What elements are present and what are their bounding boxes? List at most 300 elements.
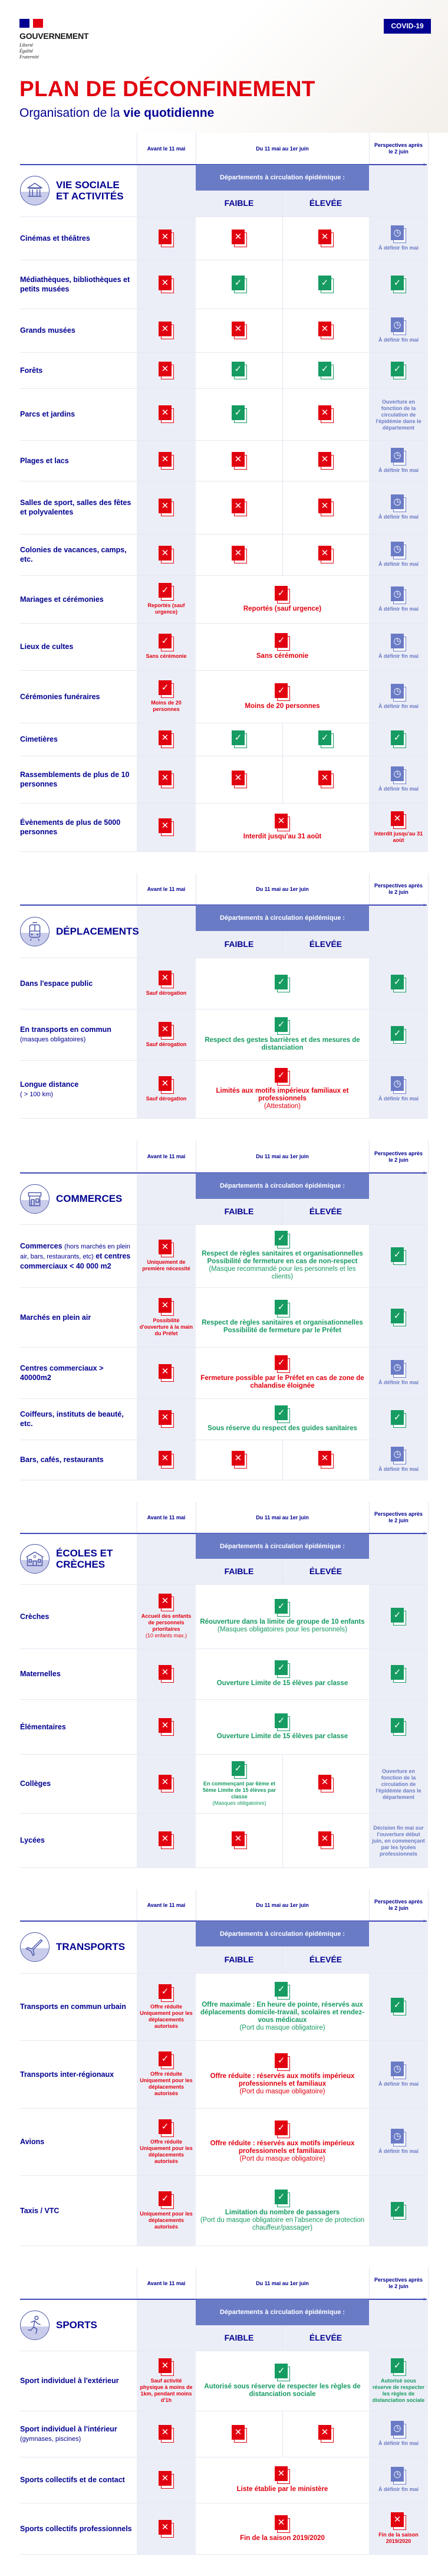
table-cell [371, 1813, 426, 1867]
table-cell [198, 1648, 367, 1699]
check-icon: ✓ [391, 1410, 406, 1428]
table-cell [198, 1754, 281, 1813]
cross-icon: ✕ [275, 2466, 290, 2484]
table-cell [371, 2108, 426, 2175]
table-cell [198, 440, 281, 481]
table-cell [371, 575, 426, 623]
cross-icon: ✕ [232, 499, 247, 516]
table-cell [139, 1009, 193, 1060]
arrow-right-icon: › [423, 1918, 426, 1925]
check-icon: ✓ [318, 730, 334, 748]
row-divider [20, 851, 428, 852]
table-row-label [20, 440, 135, 481]
cross-icon: ✕ [232, 2425, 247, 2443]
cell-note: Offre réduite : réservés aux motifs impérieux professionnels et familiaux (Port du masque obligatoire) [210, 2072, 355, 2095]
period-during: Du 11 mai au 1er juin [256, 1902, 309, 1908]
row-label-text: Rassemblements de plus de 10 personnes [20, 771, 130, 788]
column-divider [282, 1754, 283, 1813]
level-low: FAIBLE [224, 2332, 254, 2342]
table-cell [198, 803, 367, 851]
table-cell [198, 481, 281, 534]
table-row-label [20, 1287, 135, 1347]
table-cell [371, 217, 426, 260]
check-restricted-icon: ✓ [159, 634, 174, 651]
table-cell [198, 534, 281, 575]
cross-icon: ✕ [159, 2425, 174, 2443]
check-restricted-icon: ✓ [159, 583, 174, 601]
cell-note: Fin de la saison 2019/2020 [378, 2532, 419, 2544]
table-cell [285, 534, 367, 575]
table-cell [198, 309, 281, 352]
cell-note: Moins de 20 personnes [245, 702, 320, 710]
cell-note: À définir fin mai [378, 561, 419, 567]
table-cell [198, 723, 281, 756]
cell-note: Fin de la saison 2019/2020 [240, 2534, 325, 2542]
check-icon: ✓ [391, 1026, 406, 1044]
government-logo-text: GOUVERNEMENT [19, 31, 89, 41]
check-restricted-icon: ✓ [275, 2121, 290, 2138]
check-restricted-icon: ✓ [159, 2191, 174, 2209]
table-cell [198, 388, 281, 440]
table-row-label [20, 352, 135, 388]
cross-icon: ✕ [159, 771, 174, 788]
cell-note: Ouverture Limite de 15 élèves par classe [216, 1732, 348, 1740]
motto-line: Fraternité [19, 54, 39, 60]
table-cell [198, 2457, 367, 2503]
level-high: ÉLEVÉE [309, 198, 342, 208]
table-row-label [20, 1699, 135, 1754]
cell-subnote: (10 enfants max.) [145, 1633, 187, 1638]
table-row-label [20, 388, 135, 440]
period-after: Perspectives après le 2 juin [374, 2277, 423, 2289]
table-row-label [20, 534, 135, 575]
cross-icon: ✕ [159, 362, 174, 379]
table-cell [371, 670, 426, 723]
table-cell [285, 1754, 367, 1813]
check-restricted-icon: ✓ [275, 633, 290, 651]
check-restricted-icon: ✓ [159, 2119, 174, 2137]
table-cell [371, 440, 426, 481]
cell-subnote: (Masque recommandé pour les personnels et les clients) [209, 1266, 356, 1280]
table-cell [198, 958, 367, 1009]
cross-icon: ✕ [159, 322, 174, 339]
cell-note: Possibilité d'ouverture à la main du Préfet [139, 1317, 193, 1336]
table-cell [371, 1699, 426, 1754]
table-cell [139, 481, 193, 534]
arrow-right-icon: › [423, 161, 426, 168]
table-cell [371, 2411, 426, 2457]
school-icon [20, 1544, 50, 1574]
table-cell [371, 1347, 426, 1398]
level-high: ÉLEVÉE [309, 1206, 342, 1216]
row-label-text: Transports inter-régionaux [20, 2070, 114, 2079]
table-cell [139, 1287, 193, 1347]
clock-icon: ◷ [391, 542, 406, 559]
cross-icon: ✕ [232, 1831, 247, 1849]
level-low: FAIBLE [224, 198, 254, 208]
check-icon: ✓ [391, 1998, 406, 2015]
column-divider [282, 1440, 283, 1480]
check-restricted-icon: ✓ [275, 1355, 290, 1373]
table-cell [139, 2351, 193, 2411]
period-before: Avant le 11 mai [147, 2280, 186, 2286]
row-sublabel: (masques obligatoires) [20, 1036, 86, 1043]
table-cell [198, 1699, 367, 1754]
page-subtitle [19, 106, 214, 120]
check-icon: ✓ [232, 1761, 247, 1779]
cell-note: Sauf dérogation [146, 1041, 187, 1047]
table-cell [139, 2411, 193, 2457]
cell-note: Offre réduite Uniquement pour les déplacements autorisés [140, 2138, 193, 2164]
cross-icon: ✕ [159, 1718, 174, 1736]
row-label-text: Sport individuel à l'extérieur [20, 2377, 119, 2385]
cell-note: À définir fin mai [378, 703, 419, 709]
cell-note: À définir fin mai [378, 2486, 419, 2492]
table-cell [371, 803, 426, 851]
column-divider [282, 481, 283, 534]
table-row-label [20, 1813, 135, 1867]
cell-note: Interdit jusqu'au 31 août [243, 833, 322, 840]
table-cell [198, 1813, 281, 1867]
column-divider [282, 534, 283, 575]
table-cell [139, 1754, 193, 1813]
table-cell [198, 2108, 367, 2175]
cell-note: Ouverture en fonction de la circulation de l'épidémie dans le département [375, 1768, 421, 1800]
column-divider [282, 217, 283, 260]
cross-icon: ✕ [318, 1831, 334, 1849]
column-divider [282, 440, 283, 481]
cell-subnote: (Port du masque obligatoire en l'absence de protection chauffeur/passager) [200, 2216, 365, 2231]
table-cell [139, 534, 193, 575]
clock-icon: ◷ [391, 2467, 406, 2485]
row-label-text: Cimetières [20, 735, 58, 743]
row-label-text: Dans l'espace public [20, 979, 93, 988]
check-restricted-icon: ✓ [275, 1068, 290, 1086]
table-cell [198, 1009, 367, 1060]
row-label-text: Colonies de vacances, camps, etc. [20, 546, 127, 563]
table-cell [139, 1347, 193, 1398]
table-row-label [20, 2040, 135, 2108]
column-divider [282, 1813, 283, 1867]
section-title: DÉPLACEMENTS [56, 925, 139, 937]
column-divider [428, 2267, 429, 2299]
motto-line: Liberté [19, 42, 34, 48]
row-sublabel: (hors marchés en plein air, bars, restaurants, etc) [20, 1243, 130, 1260]
row-label-text: Coiffeurs, instituts de beauté, etc. [20, 1410, 124, 1428]
cell-note: Offre réduite : réservés aux motifs impérieux professionnels et familiaux (Port du masque obligatoire) [210, 2140, 355, 2162]
table-cell [198, 756, 281, 803]
cross-icon: ✕ [232, 452, 247, 470]
table-cell [285, 2411, 367, 2457]
check-restricted-icon: ✓ [275, 2053, 290, 2071]
check-icon: ✓ [275, 2190, 290, 2207]
cell-subnote: (Masques obligatoires pour les personnels) [218, 1626, 347, 1633]
column-divider [369, 2267, 370, 2299]
column-divider [282, 352, 283, 388]
period-after: Perspectives après le 2 juin [374, 883, 423, 895]
cell-note: Respect des gestes barrières et des mesures de distanciation [205, 1037, 360, 1051]
row-label-text: Taxis / VTC [20, 2206, 60, 2215]
table-cell [139, 803, 193, 851]
table-cell [198, 2503, 367, 2554]
motto [19, 42, 39, 60]
table-cell [198, 1398, 367, 1440]
section-title: COMMERCES [56, 1192, 123, 1204]
table-cell [139, 756, 193, 803]
table-cell [371, 2351, 426, 2411]
cell-note: Uniquement pour les déplacements autorisés [140, 2210, 193, 2230]
check-icon: ✓ [275, 2364, 290, 2381]
level-low: FAIBLE [224, 1206, 254, 1216]
table-row-label [20, 2351, 135, 2411]
column-divider [369, 1502, 370, 1533]
table-cell [139, 2503, 193, 2554]
check-icon: ✓ [318, 276, 334, 293]
cross-icon: ✕ [159, 1022, 174, 1040]
cross-icon: ✕ [159, 276, 174, 293]
row-label-text: Marchés en plein air [20, 1313, 91, 1322]
table-cell [198, 2175, 367, 2246]
check-icon: ✓ [391, 362, 406, 379]
cell-note: Sans cérémonie [146, 653, 187, 659]
clock-icon: ◷ [391, 2421, 406, 2439]
cross-icon: ✕ [159, 1665, 174, 1683]
table-cell [139, 1584, 193, 1648]
cell-subnote: (Attestation) [264, 1103, 301, 1110]
row-label-text: Médiathèques, bibliothèques et petits musées [20, 275, 130, 293]
check-restricted-icon: ✓ [159, 2051, 174, 2069]
check-icon: ✓ [391, 1665, 406, 1683]
cross-icon: ✕ [318, 546, 334, 563]
table-row-label [20, 670, 135, 723]
table-cell [371, 1973, 426, 2040]
row-label-text: Élémentaires [20, 1722, 66, 1731]
cell-subnote: (Port du masque obligatoire) [239, 2155, 325, 2162]
cell-note: Uniquement de première nécessité [142, 1259, 190, 1271]
table-cell [139, 1973, 193, 2040]
cross-icon: ✕ [318, 322, 334, 339]
cell-note: À définir fin mai [378, 2148, 419, 2154]
table-cell [371, 481, 426, 534]
row-label-text: Grands musées [20, 326, 75, 335]
table-cell [198, 352, 281, 388]
row-label-text: Sports collectifs professionnels [20, 2524, 132, 2533]
cell-note: Reportés (sauf urgence) [243, 605, 322, 612]
motto-line: Égalité [19, 48, 34, 54]
shop-icon [20, 1184, 50, 1214]
period-before: Avant le 11 mai [147, 145, 186, 152]
subtitle-prefix: Organisation de la [19, 106, 124, 120]
cross-icon: ✕ [275, 2515, 290, 2533]
cross-icon: ✕ [159, 1240, 174, 1257]
check-icon: ✓ [232, 276, 247, 293]
check-icon: ✓ [275, 1231, 290, 1248]
column-divider [282, 388, 283, 440]
cell-subnote: (Port du masque obligatoire) [239, 2024, 325, 2031]
table-cell [371, 1440, 426, 1480]
section-title: TRANSPORTS [56, 1941, 126, 1952]
cross-icon: ✕ [159, 2358, 174, 2376]
table-cell [139, 1060, 193, 1118]
cross-icon: ✕ [318, 771, 334, 788]
table-row-label [20, 2175, 135, 2246]
cell-note: À définir fin mai [378, 1379, 419, 1385]
level-high: ÉLEVÉE [309, 2332, 342, 2342]
row-label-text: Évènements de plus de 5000 personnes [20, 818, 121, 836]
table-cell [198, 1224, 367, 1287]
epidemic-banner: Départements à circulation épidémique : [196, 165, 369, 191]
row-label-text: Longue distance [20, 1080, 79, 1089]
section-title: ÉCOLES ET CRÈCHES [56, 1548, 113, 1570]
arrow-right-icon: › [423, 1169, 426, 1176]
row-label-text: Lycées [20, 1836, 45, 1844]
cell-note: Décision fin mai sur l'ouverture début juin, en commençant par les lycées professionnels [372, 1825, 425, 1857]
check-icon: ✓ [391, 2358, 406, 2376]
table-row-label [20, 1584, 135, 1648]
table-cell [371, 309, 426, 352]
table-cell [371, 1398, 426, 1440]
row-label-text: Sport individuel à l'intérieur [20, 2424, 117, 2433]
cross-icon: ✕ [159, 1298, 174, 1316]
epidemic-banner: Départements à circulation épidémique : [196, 1533, 369, 1559]
row-label-text: Maternelles [20, 1670, 61, 1678]
table-row-label [20, 1648, 135, 1699]
table-cell [139, 2040, 193, 2108]
table-cell [371, 723, 426, 756]
cell-note: À définir fin mai [378, 2080, 419, 2087]
table-row-label [20, 1440, 135, 1480]
column-divider [428, 1140, 429, 1173]
check-icon: ✓ [391, 276, 406, 293]
row-label-text: Collèges [20, 1779, 51, 1788]
table-cell [285, 309, 367, 352]
cross-icon: ✕ [391, 2512, 406, 2530]
table-cell [371, 1648, 426, 1699]
cross-icon: ✕ [159, 1451, 174, 1469]
check-icon: ✓ [391, 975, 406, 992]
check-icon: ✓ [232, 405, 247, 423]
cell-note: À définir fin mai [378, 514, 419, 520]
cell-note: Autorisé sous réserve de respecter les règles de distanciation sociale [372, 2377, 425, 2403]
row-divider [20, 2554, 428, 2555]
cross-icon: ✕ [232, 1451, 247, 1469]
clock-icon: ◷ [391, 317, 406, 335]
level-low: FAIBLE [224, 1566, 254, 1576]
table-cell [198, 1584, 367, 1648]
table-row-label [20, 1398, 135, 1440]
cell-note: Limités aux motifs impérieux familiaux et professionnels (Attestation) [216, 1087, 349, 1110]
cross-icon: ✕ [159, 1831, 174, 1849]
cross-icon: ✕ [159, 452, 174, 470]
arrow-right-icon: › [423, 1530, 426, 1537]
table-cell [285, 723, 367, 756]
cell-note: Autorisé sous réserve de respecter les règles de distanciation sociale [204, 2382, 361, 2398]
column-divider [282, 723, 283, 756]
table-cell [285, 756, 367, 803]
table-cell [371, 1009, 426, 1060]
table-row-label [20, 958, 135, 1009]
check-icon: ✓ [275, 1300, 290, 1318]
period-before: Avant le 11 mai [147, 1514, 186, 1520]
row-label-text: Cinémas et théâtres [20, 234, 90, 242]
check-restricted-icon: ✓ [159, 1984, 174, 2002]
cell-note: À définir fin mai [378, 244, 419, 251]
period-during: Du 11 mai au 1er juin [256, 145, 309, 152]
cross-icon: ✕ [318, 1775, 334, 1792]
clock-icon: ◷ [391, 448, 406, 466]
cell-note: Interdit jusqu'au 31 août [374, 830, 423, 843]
check-icon: ✓ [391, 1309, 406, 1326]
table-row-label [20, 1224, 135, 1287]
column-divider [369, 133, 370, 165]
table-row-label [20, 623, 135, 670]
cell-subnote: (Masques obligatoires) [212, 1800, 266, 1806]
cross-icon: ✕ [159, 971, 174, 988]
cell-note: À définir fin mai [378, 2440, 419, 2446]
section-title: SPORTS [56, 2319, 97, 2331]
table-cell [139, 2108, 193, 2175]
period-before: Avant le 11 mai [147, 1902, 186, 1908]
table-cell [285, 352, 367, 388]
cross-icon: ✕ [159, 1364, 174, 1382]
cross-icon: ✕ [159, 1594, 174, 1611]
cell-note: Ouverture Limite de 15 élèves par classe [216, 1680, 348, 1687]
table-cell [139, 1440, 193, 1480]
table-cell [371, 1584, 426, 1648]
table-cell [198, 623, 367, 670]
row-sublabel: ( > 100 km) [20, 1090, 53, 1098]
cross-icon: ✕ [232, 546, 247, 563]
row-label-text: Commerces [20, 1241, 62, 1250]
table-cell [198, 260, 281, 309]
cross-icon: ✕ [232, 230, 247, 247]
row-label-text: Bars, cafés, restaurants [20, 1456, 104, 1464]
table-cell [285, 440, 367, 481]
check-icon: ✓ [275, 1660, 290, 1678]
table-cell [139, 1648, 193, 1699]
table-row-label [20, 309, 135, 352]
row-label-text: Mariages et cérémonies [20, 595, 104, 604]
row-label-text: Lieux de cultes [20, 643, 74, 651]
cell-note: Réouverture dans la limite de groupe de 10 enfants (Masques obligatoires pour les personnels) [200, 1618, 365, 1633]
column-divider [282, 309, 283, 352]
check-icon: ✓ [391, 1718, 406, 1736]
table-cell [198, 1347, 367, 1398]
epidemic-banner: Départements à circulation épidémique : [196, 905, 369, 931]
table-row-label [20, 481, 135, 534]
cell-note: Offre maximale : En heure de pointe, réservés aux déplacements domicile-travail, scolaires et rendez-vous médicaux (Port du masque obligatoire) [200, 2001, 365, 2031]
level-high: ÉLEVÉE [309, 1954, 342, 1964]
cross-icon: ✕ [159, 2471, 174, 2489]
check-restricted-icon: ✓ [159, 680, 174, 698]
table-cell [371, 534, 426, 575]
table-cell [371, 2175, 426, 2246]
row-label-text: Parcs et jardins [20, 410, 75, 418]
table-cell [139, 2457, 193, 2503]
table-cell [139, 309, 193, 352]
cross-icon: ✕ [391, 811, 406, 829]
cell-note: À définir fin mai [378, 653, 419, 659]
column-divider [428, 1889, 429, 1921]
column-divider [428, 873, 429, 905]
column-divider [428, 133, 429, 165]
cell-note: Offre réduite Uniquement pour les déplacements autorisés [140, 2071, 193, 2096]
period-during: Du 11 mai au 1er juin [256, 1153, 309, 1159]
cross-icon: ✕ [159, 230, 174, 247]
period-before: Avant le 11 mai [147, 1153, 186, 1159]
check-icon: ✓ [318, 362, 334, 379]
page-title: PLAN DE DÉCONFINEMENT [19, 77, 315, 101]
